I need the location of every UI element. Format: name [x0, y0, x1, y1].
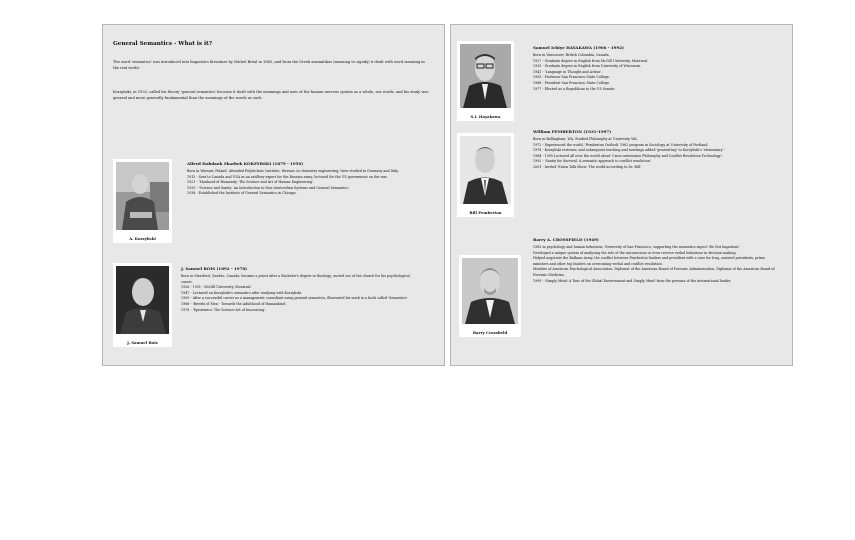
bois-bio-line: Born in Stratford, Quebec, Canada; became a priest after a Bachelor's degree in theology; moved out of the church for his psychological career. — [181, 274, 410, 284]
pemberton-bio-line: Born in Bellingham, WA, Studied Philosophy at University WA. — [533, 137, 638, 141]
crossfield-bio — [533, 245, 781, 284]
korzybski-bio — [187, 169, 435, 197]
hayakawa-bio-line: 1977 - Elected as a Republican to the US Senate. — [533, 86, 616, 91]
korzybski-bio-line: 1938 - Established the Institute of General Semantics in Chicago. — [187, 191, 297, 196]
crossfield-photo-card — [459, 255, 521, 337]
crossfield-portrait — [462, 258, 518, 324]
hayakawa-bio-line: 1955 - Professor San Francisco State College. — [533, 75, 610, 80]
hayakawa-portrait — [460, 44, 511, 108]
hayakawa-bio-line: 1935 - Graduate degree in English from University of Wisconsin. — [533, 64, 642, 69]
pemberton-photo-card — [457, 133, 514, 217]
pemberton-portrait — [460, 136, 511, 204]
bois-portrait — [116, 266, 169, 334]
crossfield-bio-line: Member of American Psychological Association, Diplomat of the American Board of Forensic Administration, Diplomat of the American Board of Forensic Medicine. — [533, 267, 775, 277]
korzybski-photo-card — [113, 159, 172, 243]
crossfield-caption: Barry Crossfield — [472, 330, 508, 335]
right-panel — [450, 24, 793, 366]
pemberton-caption: Bill Pemberton — [469, 210, 502, 215]
bois-bio — [181, 274, 421, 313]
pemberton-bio-line: 2001 - Invited 'Eaton Talk Show: The world according to Dr. Bill'. — [533, 164, 642, 169]
korzybski-bio-line: 1921 - 'Manhood of Humanity: The Science and Art of Human Engineering'. — [187, 180, 315, 185]
bois-bio-line: 1959 - After a successful career as a management consultant using general semantics, illustrated his work in a book called 'Semantics'. — [181, 296, 409, 301]
page-title: General Semantics - What is it? — [113, 41, 213, 47]
pemberton-bio-line: 1992 - 'Sanity for Survival: A semantic approach to conflict resolution'. — [533, 159, 652, 164]
hayakawa-photo-card — [457, 41, 514, 121]
pemberton-bio — [533, 137, 779, 171]
crossfield-bio-line: Developed a unique system of analysing the role of the unconscious or even reverse verbal behaviour in decision making. — [533, 250, 737, 255]
korzybski-portrait — [116, 162, 169, 230]
pemberton-bio-line: 1978 - Korzybski reviewer, and subsequent teaching and meetings added 'general-ing' to Korzybski's 'elementary'. — [533, 148, 725, 153]
korzybski-caption: A. Korzybski — [129, 236, 156, 241]
bois-photo-card — [113, 263, 172, 347]
bois-bio-line: 1978 - 'Epistemics: The Science-Art of Innovating'. — [181, 307, 266, 312]
hayakawa-bio — [533, 53, 779, 92]
korzybski-bio-line: Born in Warsaw, Poland; Attended Polytechnic Institute, Warsaw, in chemistry engineering; later studied in Germany and Italy. — [187, 169, 399, 173]
pemberton-name: William PEMBERTON (1931-1997) — [533, 129, 612, 134]
hayakawa-bio-line: 1968 - President San Francisco State College. — [533, 80, 611, 85]
bois-caption: J. Samuel Bois — [127, 340, 158, 345]
left-panel — [102, 24, 445, 366]
bois-bio-line: 1926 - 1931 - McGill University, Montreal — [181, 285, 251, 290]
hayakawa-bio-line: 1927 - Graduate degree in English from McGill University, Montreal. — [533, 58, 649, 63]
crossfield-bio-line: Helped negotiate the Balkans Army, the conflict between Pemberton leaders and president with a case for Iraq, assisted presidents, prime ministers and other top leaders on overcoming verbal and conflict resolution. — [533, 256, 766, 266]
intro-paragraph-1: The word 'semantics' was introduced into linguistics literature by Michel Bréal in 1883, and from the Greek semantikos (meaning to signify) it dealt with word meaning in the real world. — [113, 60, 425, 70]
hayakawa-bio-line: Born in Vancouver, British Columbia, Canada. — [533, 53, 610, 57]
crossfield-bio-line: 1983 in psychology and human behaviour, University of San Francisco, supporting the semantics aspect 'Be Not Impatient'. — [533, 245, 741, 249]
korzybski-bio-line: 1933 - 'Science and Sanity: An Introduction to Non-Aristotelian Systems and General Semantics'. — [187, 185, 350, 190]
hayakawa-name: Samuel Ichiye HAYAKAWA (1906 - 1992) — [533, 45, 624, 50]
bois-name: J. Samuel BOIS (1892 - 1978) — [181, 266, 248, 271]
pemberton-bio-line: 1972 - Experienced the world, 'Pemberton Outlook' 1982 program in Sociology at University of Portland. — [533, 142, 709, 147]
korzybski-name: Alfred Habdank Skarbek KORZYBSKI (1879 - 1950) — [187, 161, 304, 166]
hayakawa-bio-line: 1941 - 'Language in Thought and Action'. — [533, 69, 603, 74]
hayakawa-caption: S.I. Hayakawa — [470, 114, 501, 119]
crossfield-name: Barry A. CROSSFIELD (1949) — [533, 237, 599, 242]
pemberton-bio-line: 1984 - 1995 Lectured all over the world about 'Cross-orientation Philosophy and Conflict Resolution Technology'. — [533, 153, 723, 158]
korzybski-bio-line: 1915 - Sent to Canada and USA as an artillery expert for the Russian army; lectured for the US government on the war. — [187, 174, 388, 179]
bois-bio-line: 1947 - Lectured on Korzybski's semantics after studying with Korzybski. — [181, 290, 303, 295]
intro-paragraph-2: Korzybski, in 1933, called his theory 'general semantics' because it dealt with the meanings and uses of the human nervous system as a whole, not words, and his study was general and more generally fundamental than the meanings of the words as such. — [113, 90, 429, 100]
bois-bio-line: 1966 - 'Breeds of Men - Towards the Adulthood of Humankind'. — [181, 301, 287, 306]
crossfield-bio-line: 1995 - 'Simply Mind: A Tour of the Global Environment and Simply Mind' from the persona of the international leader. — [533, 278, 732, 283]
